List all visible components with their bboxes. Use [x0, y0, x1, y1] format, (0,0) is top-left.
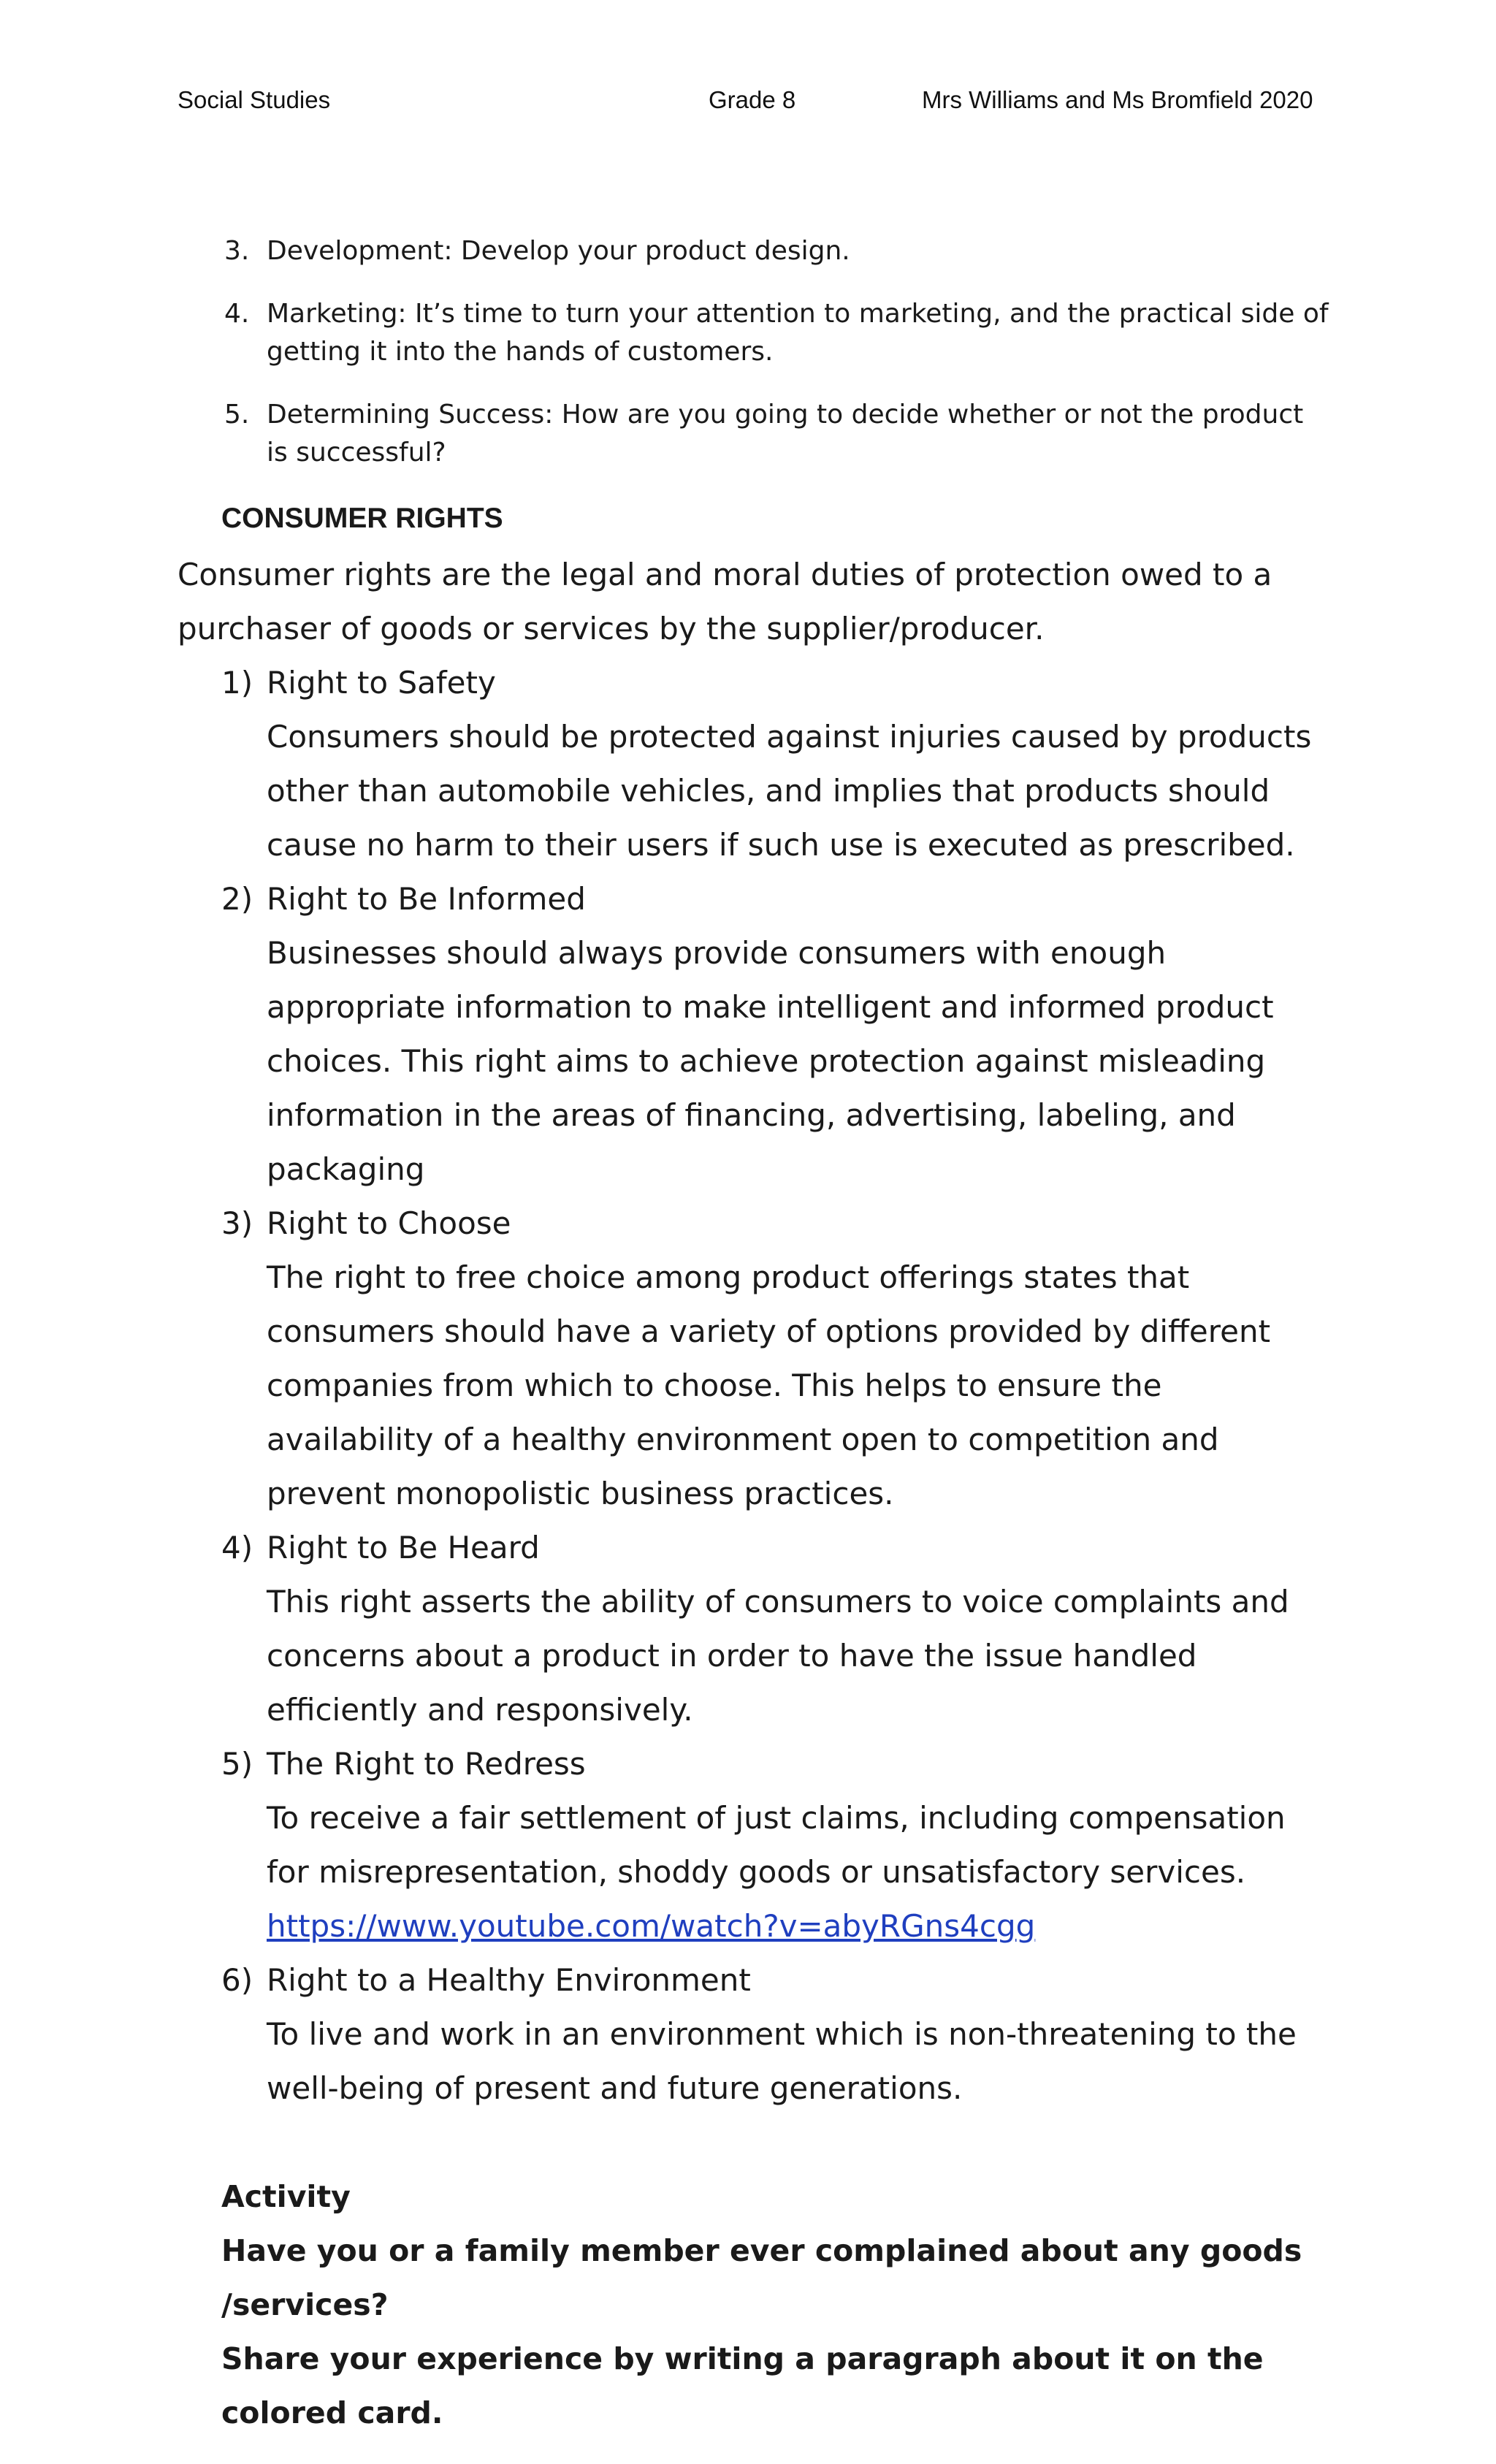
section-title: CONSUMER RIGHTS [221, 503, 503, 534]
right-item-healthy-environment [178, 1953, 1332, 2116]
list-item [178, 295, 1332, 371]
right-title: Right to a Healthy Environment [267, 1962, 751, 1998]
right-description: Consumers should be protected against injuries caused by products other than automobile vehicles, and implies that products should cause no harm to their users if such use is executed as prescribed. [267, 719, 1312, 863]
step-text: Marketing: It’s time to turn your attention to marketing, and the practical side of getting it into the hands of customers. [267, 299, 1329, 367]
activity-title: Activity [221, 2179, 351, 2214]
step-text: Development: Develop your product design. [267, 236, 850, 266]
intro-paragraph: Consumer rights are the legal and moral duties of protection owed to a purchaser of goods or services by the supplier/producer. [178, 557, 1272, 646]
right-title: Right to Safety [267, 665, 496, 701]
product-steps-list [178, 232, 1332, 472]
consumer-rights-list [178, 656, 1332, 2116]
activity-instruction: Share your experience by writing a paragraph about it on the colored card. [221, 2341, 1264, 2430]
page-header [0, 86, 1496, 123]
right-number: 2) [221, 881, 253, 917]
right-title: Right to Choose [267, 1205, 511, 1241]
right-item-heard [178, 1521, 1332, 1737]
right-number: 3) [221, 1205, 253, 1241]
header-subject: Social Studies [178, 86, 331, 113]
step-text: Determining Success: How are you going to decide whether or not the product is successful? [267, 400, 1304, 468]
right-title: Right to Be Heard [267, 1530, 540, 1565]
step-number: 4. [224, 299, 250, 329]
right-item-redress [178, 1737, 1332, 1953]
youtube-video-link[interactable]: https://www.youtube.com/watch?v=abyRGns4cgg [267, 1908, 1036, 1944]
right-description: Businesses should always provide consumers with enough appropriate information to make intelligent and informed product choices. This right aims to achieve protection against misleading information in the areas of financing, advertising, labeling, and packaging [267, 935, 1274, 1187]
activity-question: Have you or a family member ever complained about any goods /services? [221, 2233, 1302, 2322]
right-number: 1) [221, 665, 253, 701]
list-item [178, 232, 1332, 270]
right-item-safety [178, 656, 1332, 872]
right-item-informed [178, 872, 1332, 1197]
right-item-choose [178, 1197, 1332, 1521]
page-content [178, 232, 1332, 2440]
right-description: To receive a fair settlement of just claims, including compensation for misrepresentation, shoddy goods or unsatisfactory services. [267, 1800, 1286, 1890]
right-description: This right asserts the ability of consumers to voice complaints and concerns about a product in order to have the issue handled efficiently and responsively. [267, 1584, 1289, 1728]
step-number: 5. [224, 400, 250, 430]
right-number: 4) [221, 1530, 253, 1565]
header-teachers: Mrs Williams and Ms Bromfield 2020 [922, 86, 1313, 113]
right-title: The Right to Redress [267, 1746, 586, 1782]
right-number: 5) [221, 1746, 253, 1782]
activity-section [178, 2170, 1332, 2440]
right-description: The right to free choice among product offerings states that consumers should have a variety of options provided by different companies from which to choose. This helps to ensure the availability of a healthy environment open to competition and prevent monopolistic business practices. [267, 1259, 1271, 1511]
step-number: 3. [224, 236, 250, 266]
header-grade: Grade 8 [709, 86, 796, 113]
list-item [178, 396, 1332, 472]
right-description: To live and work in an environment which is non-threatening to the well-being of present and future generations. [267, 2016, 1297, 2106]
right-title: Right to Be Informed [267, 881, 586, 917]
right-number: 6) [221, 1962, 253, 1998]
